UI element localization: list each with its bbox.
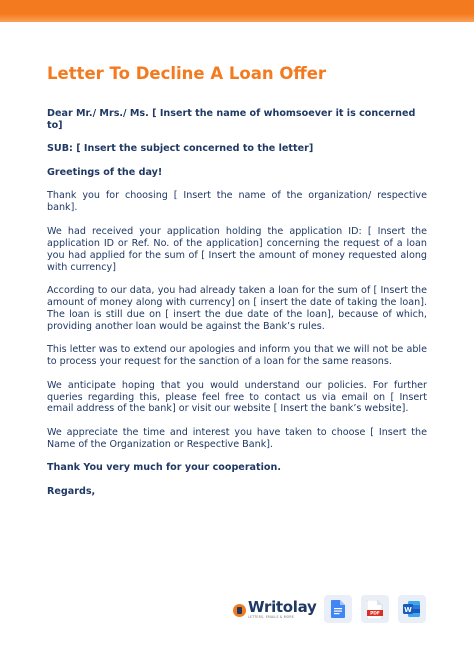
brand-tagline: LETTERS, EMAILS & MORE [248,615,294,619]
paragraph: We had received your application holding the application ID: [ Insert the application ID or Ref. No. of the application] concerning the request of a loan you had applied for the sum of [ Insert the amount of money requested along with currency] [47,225,427,273]
word-icon [403,600,421,618]
paragraph: We anticipate hoping that you would understand our policies. For further queries regarding this, please feel free to contact us via email on [ Insert email address of the bank] or visit our website [ Insert the bank’s website]. [47,379,427,415]
word-label: W [404,605,412,614]
letter-body [47,108,427,509]
paragraph: According to our data, you had already taken a loan for the sum of [ Insert the amount of money along with currency] on [ insert the date of taking the loan]. The loan is still due on [ insert the due date of the loan], because of which, providing another loan would be against the Bank’s rules. [47,285,427,332]
pdf-label: PDF [370,611,380,617]
writolay-logo[interactable] [233,597,317,623]
google-docs-icon [331,600,345,618]
letter-title: Letter To Decline A Loan Offer [47,64,327,83]
paragraph: Thank you for choosing [ Insert the name of the organization/ respective bank]. [47,190,427,214]
paragraph: We appreciate the time and interest you have taken to choose [ Insert the Name of the Organization or Respective Bank]. [47,426,427,450]
google-docs-download-button[interactable] [324,595,352,623]
subject-line: SUB: [ Insert the subject concerned to the letter] [47,143,314,155]
salutation: Dear Mr./ Mrs./ Ms. [ Insert the name of whomsoever it is concerned to] [47,108,416,131]
closing: Regards, [47,485,96,497]
word-download-button[interactable] [398,595,426,623]
greeting: Greetings of the day! [47,166,163,178]
thanks-line: Thank You very much for your cooperation. [47,462,281,474]
pdf-download-button[interactable] [361,595,389,623]
pdf-icon [367,600,383,619]
paragraph: This letter was to extend our apologies and inform you that we will not be able to process your request for the sanction of a loan for the same reasons. [47,344,427,368]
brand-name: Writolay [248,598,317,616]
brand-text [248,600,316,620]
top-accent-bar-shade [0,14,474,22]
brand-mark-icon [233,604,246,617]
